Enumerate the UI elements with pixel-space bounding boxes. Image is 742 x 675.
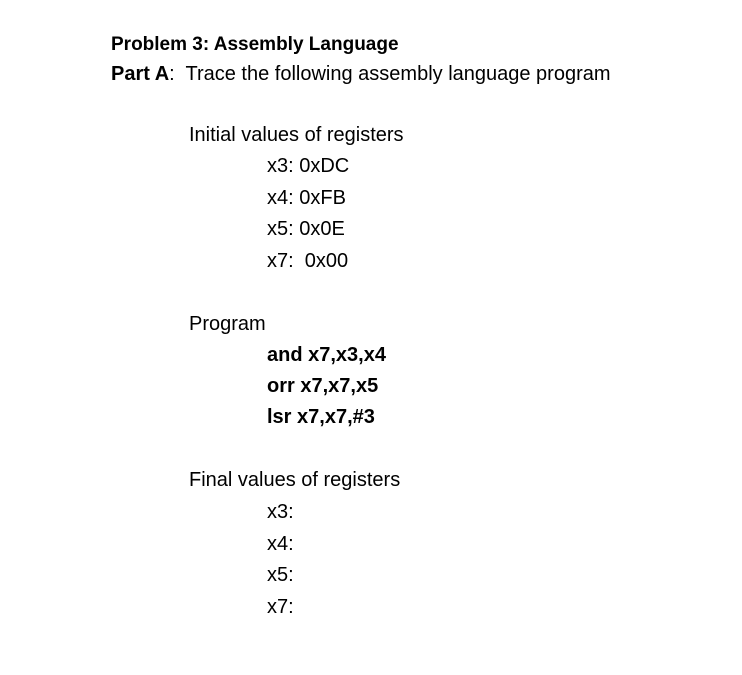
instruction-and: and x7,x3,x4	[267, 344, 386, 366]
instruction-lsr: lsr x7,x7,#3	[267, 406, 375, 428]
initial-values-heading: Initial values of registers	[189, 124, 404, 146]
initial-register-x7: x7: 0x00	[267, 250, 349, 272]
final-values-heading: Final values of registers	[189, 469, 401, 491]
final-register-x5: x5:	[267, 564, 294, 586]
part-a-text: Trace the following assembly language program	[185, 63, 611, 85]
initial-register-x3: x3: 0xDC	[267, 155, 350, 177]
initial-register-x4: x4: 0xFB	[267, 187, 346, 209]
problem-title: Problem 3: Assembly Language	[111, 34, 399, 55]
part-a-separator: :	[169, 63, 186, 85]
initial-register-x5: x5: 0x0E	[267, 218, 345, 240]
part-a-label: Part A	[111, 63, 170, 85]
part-a-line	[111, 62, 611, 86]
program-heading: Program	[189, 313, 266, 335]
final-register-x4: x4:	[267, 533, 294, 555]
final-register-x7: x7:	[267, 596, 294, 618]
final-register-x3: x3:	[267, 501, 294, 523]
instruction-orr: orr x7,x7,x5	[267, 375, 379, 397]
